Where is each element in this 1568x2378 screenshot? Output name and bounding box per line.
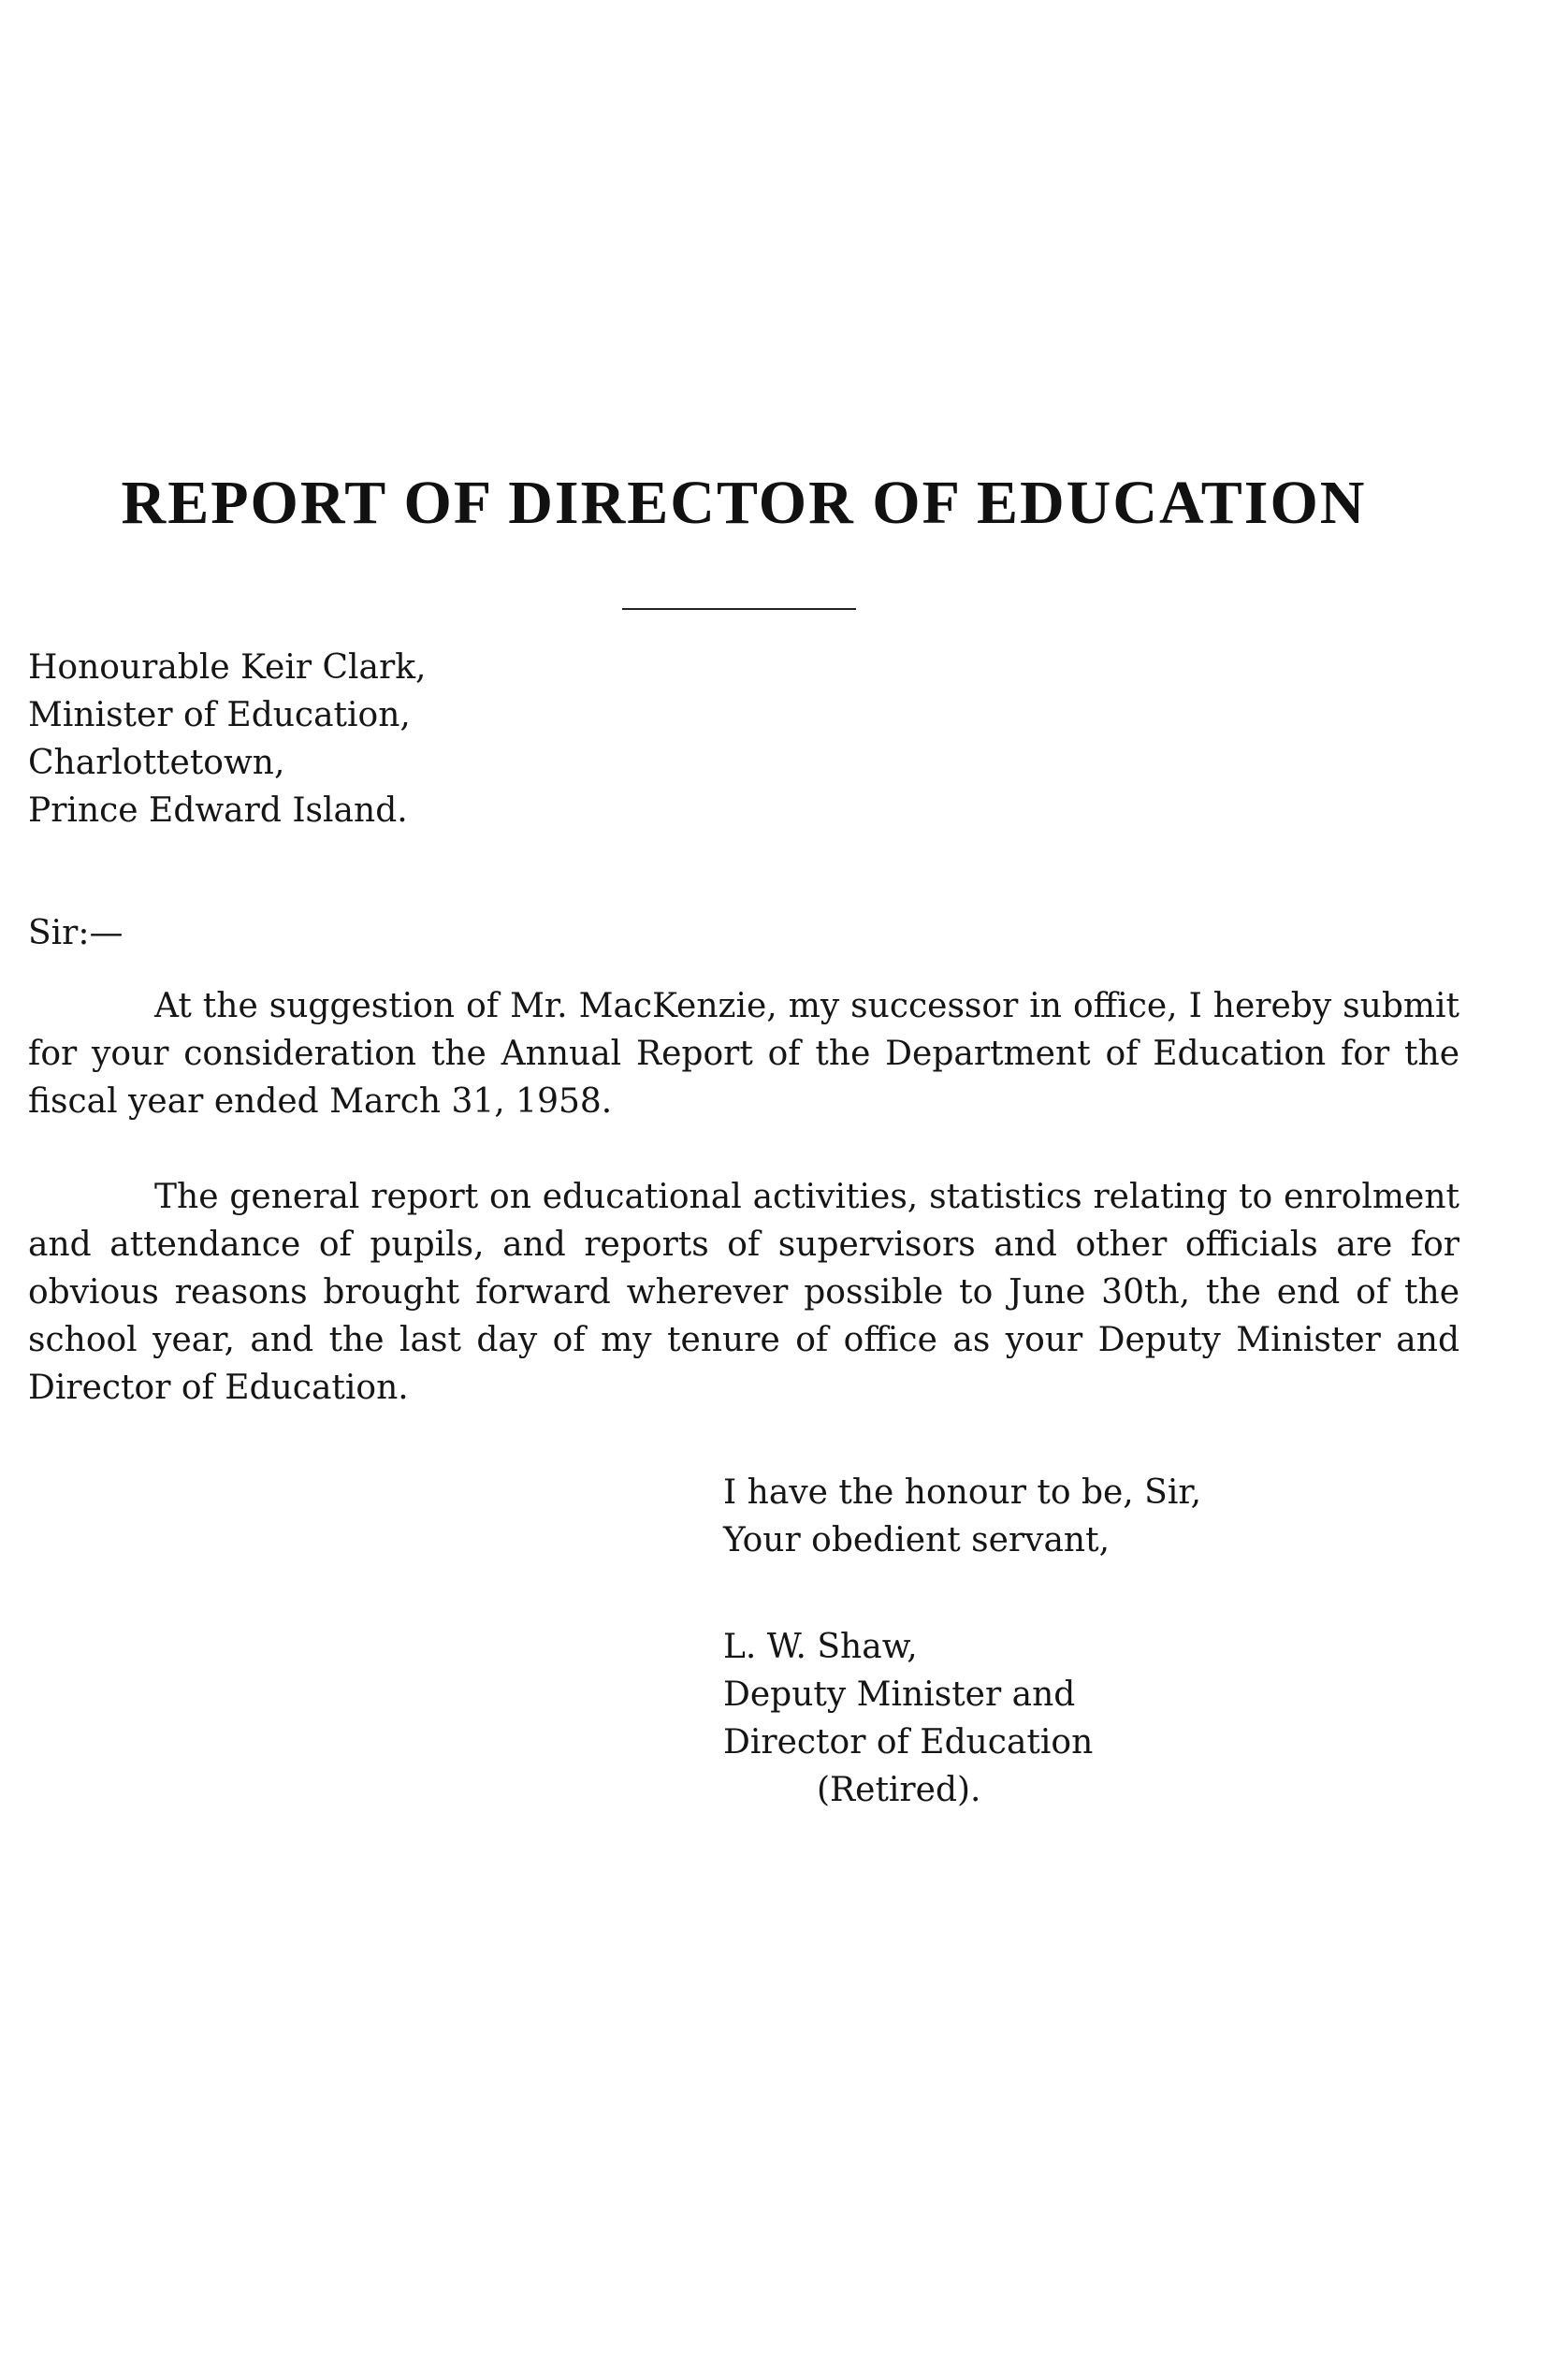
body-paragraph: At the suggestion of Mr. MacKenzie, my successor in office, I hereby submit for your consideration the Annual Report of the Department of Education for the fiscal year ended March 31, 1958. [28,987,1459,1121]
signatory-status: (Retired). [817,1771,981,1809]
addressee-line: Prince Edward Island. [28,791,408,830]
addressee-line: Charlottetown, [28,744,285,782]
title-divider [622,608,856,610]
salutation: Sir:— [28,914,123,952]
closing-line: I have the honour to be, Sir, [723,1473,1202,1512]
addressee-line: Minister of Education, [28,696,411,734]
closing-block [723,1469,1201,1564]
signatory-title: Deputy Minister and [723,1675,1076,1714]
closing-line: Your obedient servant, [723,1521,1111,1559]
signatory-title: Director of Education [723,1723,1094,1762]
page-title: REPORT OF DIRECTOR OF EDUCATION [121,469,1367,537]
signatory-name: L. W. Shaw, [723,1628,918,1666]
body-paragraph: The general report on educational activities, statistics relating to enrolment and attendance of pupils, and reports of supervisors and other officials are for obvious reasons brought forward wherever possible to June 30th, the end of the school year, and the last day of my tenure of office as your Deputy Minister and Director of Education. [28,1178,1459,1407]
addressee-line: Honourable Keir Clark, [28,648,427,687]
addressee-block [28,644,426,834]
signature-block [723,1623,1093,1814]
